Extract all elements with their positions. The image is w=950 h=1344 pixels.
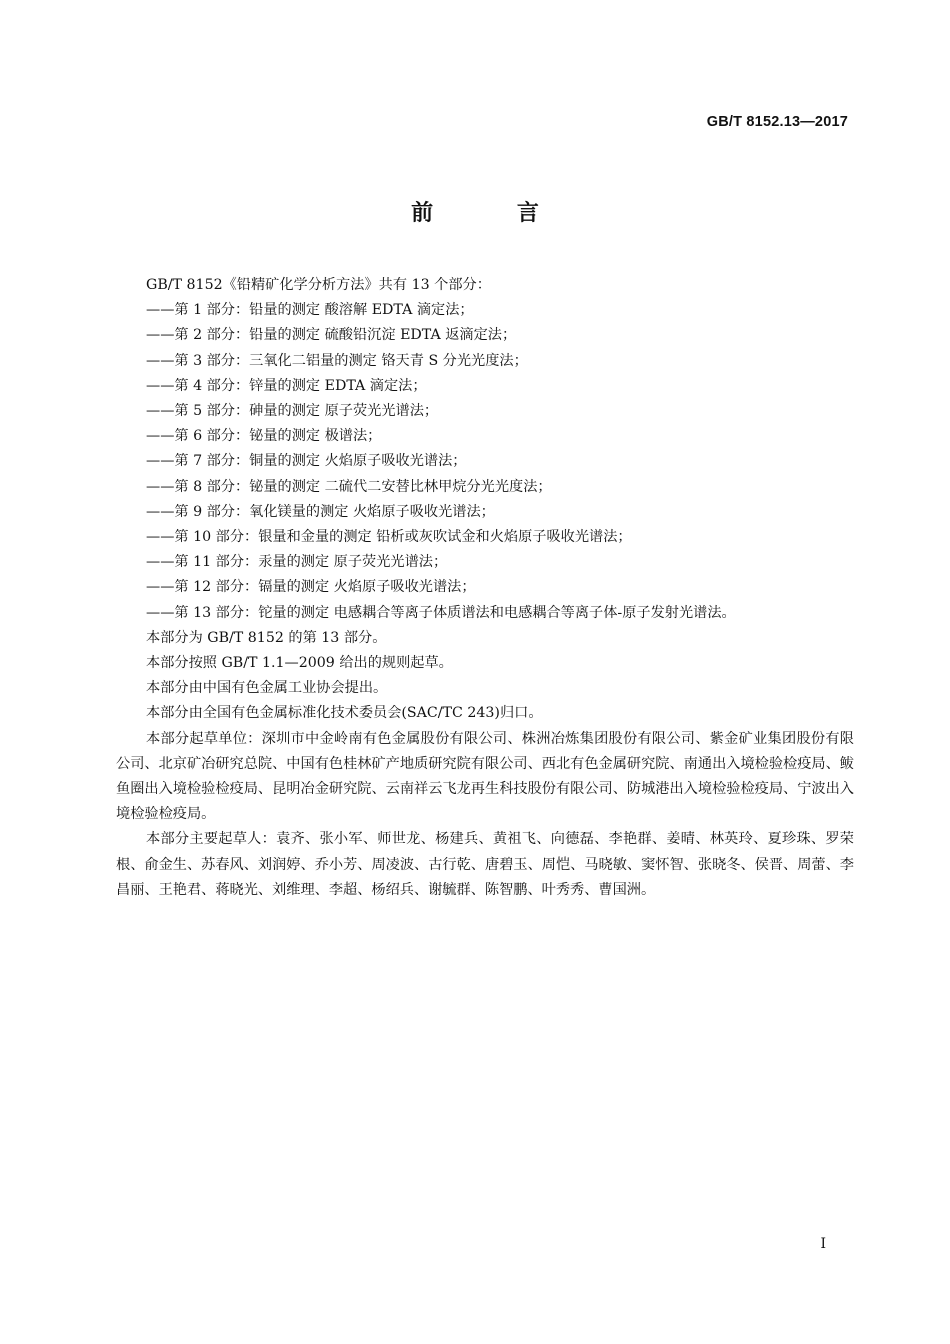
drafting-units-paragraph: 本部分起草单位：深圳市中金岭南有色金属股份有限公司、株洲冶炼集团股份有限公司、紫金矿业集团股份有限公司、北京矿冶研究总院、中国有色桂林矿产地质研究院有限公司、西北有色金属研究院、南通出入境检验检疫局、鲅鱼圈出入境检验检疫局、昆明冶金研究院、云南祥云飞龙再生科技股份有限公司、防城港出入境检验检疫局、宁波出入境检验检疫局。 [116, 730, 854, 823]
drafters-paragraph: 本部分主要起草人：袁齐、张小军、师世龙、杨建兵、黄祖飞、向德磊、李艳群、姜晴、林英玲、夏珍珠、罗荣根、俞金生、苏春风、刘润婷、乔小芳、周凌波、古行乾、唐碧玉、周恺、马晓敏、窦怀智、张晓冬、侯晋、周蕾、李昌丽、王艳君、蒋晓光、刘维理、李超、杨绍兵、谢毓群、陈智鹏、叶秀秀、曹国洲。 [116, 831, 854, 898]
standard-code: GB/T 8152.13—2017 [706, 114, 848, 130]
page-number: I [820, 1236, 826, 1252]
page-title: 前 言 [411, 201, 577, 226]
proposer-paragraph: 本部分由中国有色金属工业协会提出。 [146, 680, 388, 697]
list-item: ——第 11 部分：汞量的测定 原子荧光光谱法； [146, 554, 448, 571]
list-item: ——第 2 部分：铅量的测定 硫酸铅沉淀 EDTA 返滴定法； [146, 327, 517, 344]
list-item: ——第 13 部分：铊量的测定 电感耦合等离子体质谱法和电感耦合等离子体-原子发射光谱法。 [146, 604, 736, 621]
drafting-rules-paragraph: 本部分按照 GB/T 1.1—2009 给出的规则起草。 [146, 655, 453, 672]
list-item: ——第 4 部分：锌量的测定 EDTA 滴定法； [146, 377, 427, 394]
part-number-paragraph: 本部分为 GB/T 8152 的第 13 部分。 [146, 629, 387, 646]
document-body [116, 273, 854, 903]
list-item: ——第 1 部分：铅量的测定 酸溶解 EDTA 滴定法； [146, 302, 474, 319]
list-item: ——第 12 部分：镉量的测定 火焰原子吸收光谱法； [146, 579, 476, 596]
list-item: ——第 7 部分：铜量的测定 火焰原子吸收光谱法； [146, 453, 467, 470]
committee-paragraph: 本部分由全国有色金属标准化技术委员会(SAC/TC 243)归口。 [146, 705, 543, 722]
parts-list [116, 298, 854, 626]
list-item: ——第 10 部分：银量和金量的测定 铅析或灰吹试金和火焰原子吸收光谱法； [146, 529, 632, 546]
list-item: ——第 6 部分：铋量的测定 极谱法； [146, 428, 382, 445]
intro-paragraph: GB/T 8152《铅精矿化学分析方法》共有 13 个部分： [146, 277, 491, 293]
list-item: ——第 9 部分：氧化镁量的测定 火焰原子吸收光谱法； [146, 503, 495, 520]
list-item: ——第 5 部分：砷量的测定 原子荧光光谱法； [146, 403, 439, 420]
list-item: ——第 8 部分：铋量的测定 二硫代二安替比林甲烷分光光度法； [146, 478, 552, 495]
list-item: ——第 3 部分：三氧化二铝量的测定 铬天青 S 分光光度法； [146, 352, 528, 369]
